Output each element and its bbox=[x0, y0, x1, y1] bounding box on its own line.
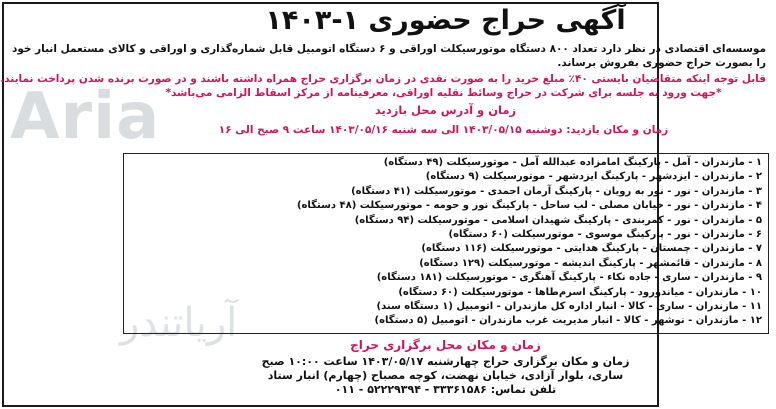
locations-list bbox=[123, 153, 769, 334]
list-item: ۳ - مازندران - نور - نور به رویان - پارکینگ آرمان احمدی - موتورسیکلت (۴۱ دستگاه) bbox=[351, 185, 762, 197]
visit-heading: زمان و آدرس محل بازدید bbox=[374, 103, 517, 117]
watermark-logo: Aria bbox=[10, 80, 161, 154]
list-item: ۲ - مازندران - ایزدشهر - پارکینگ ایزدشهر - موتورسیکلت (۹ دستگاه) bbox=[425, 171, 762, 183]
ad-title: آگهی حراج حضوری ۱-۱۴۰۳ bbox=[265, 5, 626, 36]
auction-address: ساری، بلوار آزادی، خیابان نهضت، کوچه مصباح (چهارم) انبار ستاد bbox=[267, 369, 624, 382]
contact-phone: تلفن تماس: ۳۳۳۶۱۵۸۶ - ۵۲۲۲۹۳۹۴ - ۰۱۱ bbox=[334, 383, 557, 396]
intro-line-2: را بصورت حراج حضوری بفروش برساند. bbox=[557, 57, 766, 69]
list-item: ۱۰ - مازندران - میاندورود - پارکینگ اسرم‌طاها - موتورسیکلت (۶۰ دستگاه) bbox=[398, 286, 762, 298]
list-item: ۷ - مازندران - چمستان - پارکینگ هدایتی - موتورسیکلت (۱۱۶ دستگاه) bbox=[421, 243, 762, 255]
list-item: ۶ - مازندران - نور - پارکینگ موسوی - موتورسیکلت (۶۰ دستگاه) bbox=[448, 229, 762, 241]
list-item: ۵ - مازندران - نور - کمربندی - پارکینگ شهیدان اسلامی - موتورسیکلت (۹۴ دستگاه) bbox=[354, 214, 762, 226]
list-item: ۹ - مازندران - ساری - جاده نکاء - پارکینگ آهنگری - موتورسیکلت (۱۸۱ دستگاه) bbox=[376, 272, 762, 284]
note-line-1: قابل توجه اینکه متقاضیان بایستی ۴۰٪ مبلغ خرید را به صورت نقدی در زمان برگزاری حراج همراه داشته باشند و در صورت برنده شدن پرداخت نمایند. bbox=[0, 73, 766, 85]
list-item: ۱۱ - مازندران - ساری - کالا - انبار اداره کل مازندران - اتومبیل (۱ دستگاه سند) bbox=[376, 301, 762, 313]
list-item: ۱ - مازندران - آمل - پارکینگ امامزاده عبدالله آمل - موتورسیکلت (۴۹ دستگاه) bbox=[383, 157, 762, 168]
list-item: ۴ - مازندران - نور - خیابان مصلی - لب ساحل - پارکینگ نور و حومه - موتورسیکلت (۴۸ دستگاه) bbox=[296, 200, 762, 212]
list-item: ۸ - مازندران - قائمشهر - پارکینگ اندیشه - موتورسیکلت (۱۲۹ دستگاه) bbox=[419, 257, 762, 269]
visit-time: زمان و مکان بازدید: دوشنبه ۱۴۰۳/۰۵/۱۵ الی سه شنبه ۱۴۰۳/۰۵/۱۶ ساعت ۹ صبح الی ۱۶ bbox=[218, 124, 669, 136]
auction-heading: زمان و مکان محل برگزاری حراج bbox=[350, 338, 541, 352]
intro-line-1: موسسه‌ای اقتصادی در نظر دارد تعداد ۸۰۰ دستگاه موتورسیکلت اوراقی و ۶ دستگاه اتومبیل قابل شماره‌گذاری و اوراقی و کالای مستعمل انبار خود bbox=[11, 43, 766, 55]
auction-time: زمان و مکان برگزاری حراج چهارشنبه ۱۴۰۳/۰۵/۱۷ ساعت ۱۰:۰۰ صبح bbox=[261, 355, 630, 368]
list-item: ۱۲ - مازندران - نوشهر - کالا - انبار مدیریت غرب مازندران - اتومبیل (۵ دستگاه) bbox=[374, 315, 762, 327]
note-line-2: *جهت ورود به جلسه برای شرکت در حراج وسائط نقلیه اوراقی، معرفینامه از مرکز اسقاط الزامی می‌باشد* bbox=[165, 87, 722, 99]
watermark-logo-fa: آریاتندر bbox=[120, 300, 238, 346]
